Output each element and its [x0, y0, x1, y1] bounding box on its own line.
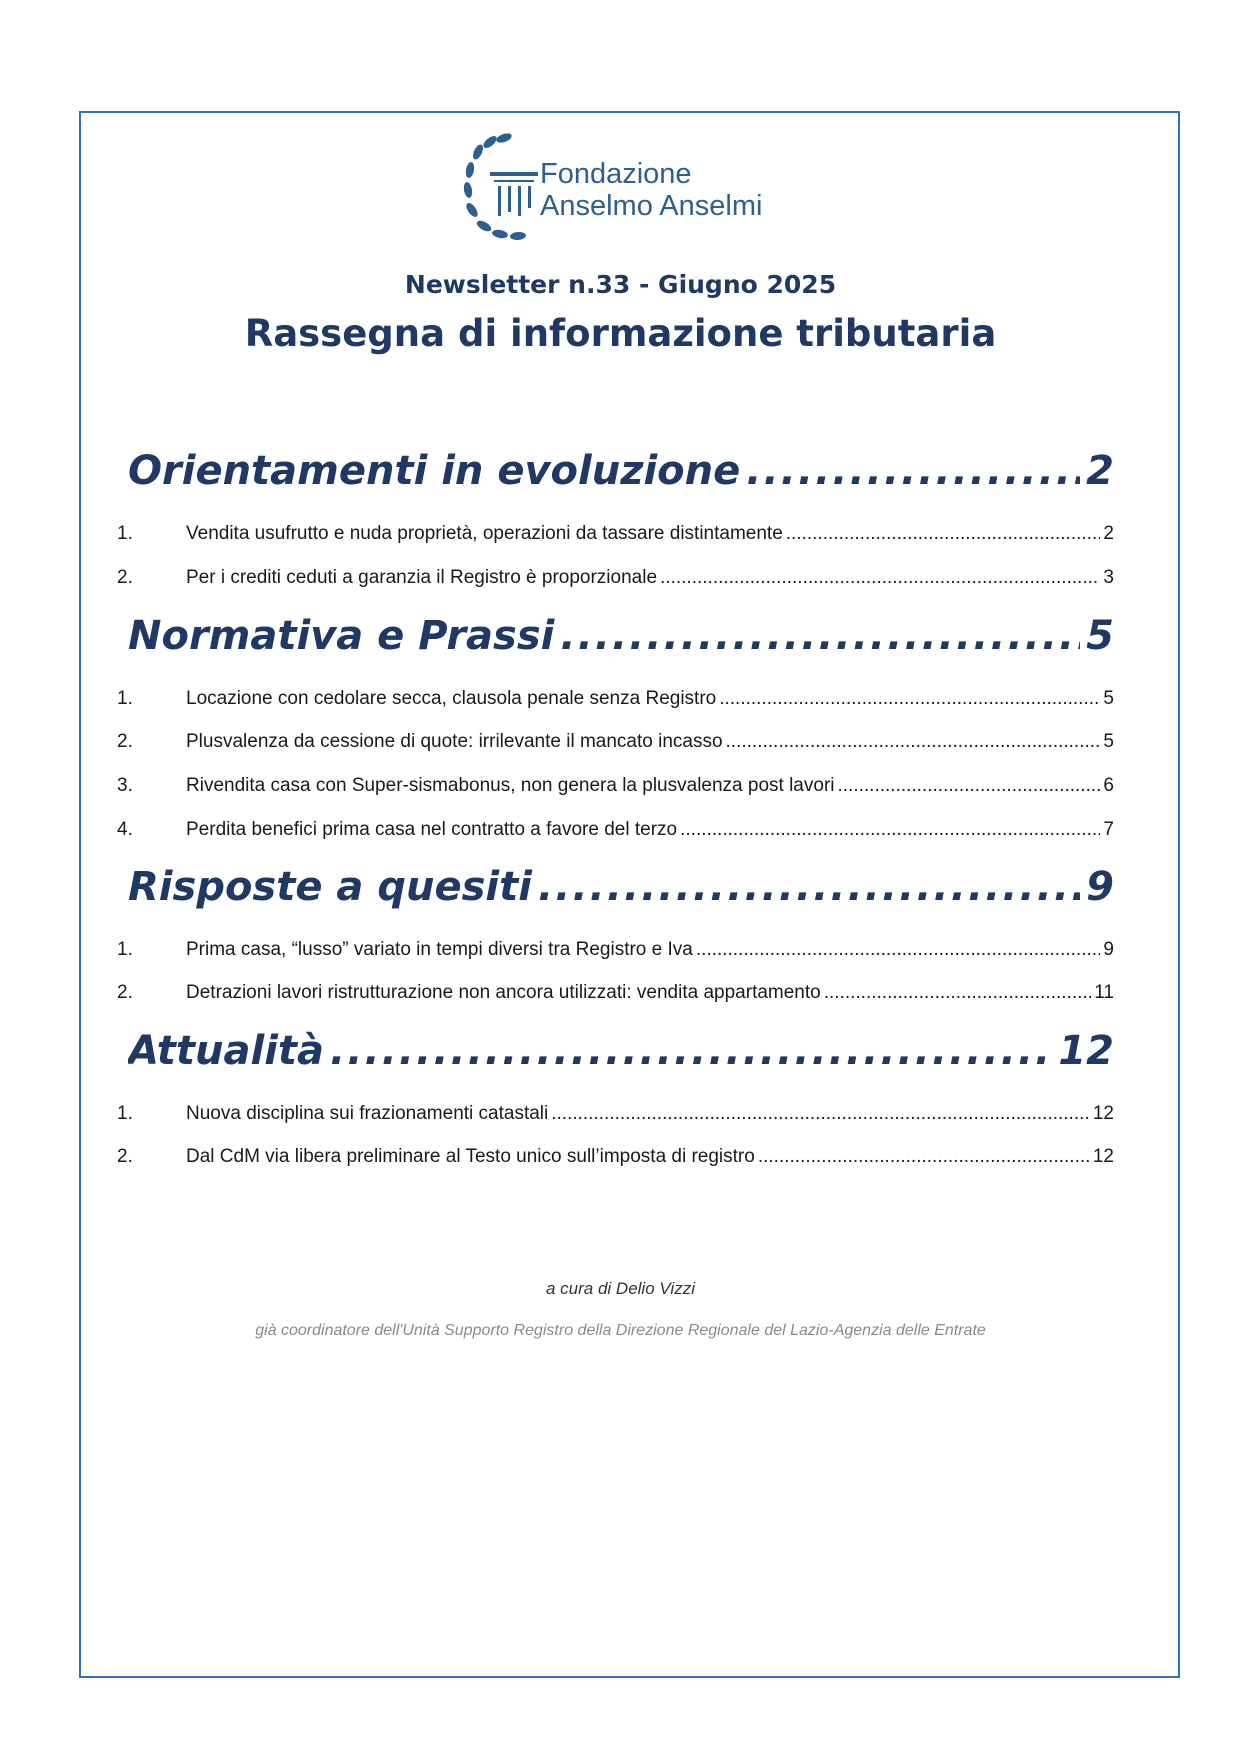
- section-page: 2: [1086, 448, 1114, 494]
- item-text: Plusvalenza da cessione di quote: irrilevante il mancato incasso: [186, 731, 723, 752]
- item-page: 7: [1103, 819, 1114, 840]
- item-number: 1.: [117, 1103, 133, 1124]
- item-number: 1.: [117, 688, 133, 709]
- newsletter-subtitle: Newsletter n.33 - Giugno 2025: [404, 270, 837, 299]
- section-title: Risposte a quesiti: [128, 864, 532, 910]
- item-page: 12: [1092, 1103, 1114, 1124]
- leader-dots: [560, 613, 1080, 659]
- leader-dots: [330, 1028, 1052, 1074]
- section-title: Attualità: [128, 1028, 325, 1074]
- item-text: Per i crediti ceduti a garanzia il Registro è proporzionale: [186, 567, 658, 588]
- toc-item[interactable]: [117, 939, 1114, 961]
- toc-item[interactable]: [117, 1146, 1114, 1168]
- section-title: Orientamenti in evoluzione: [128, 448, 741, 494]
- item-text: Rivendita casa con Super-sismabonus, non genera la plusvalenza post lavori: [186, 775, 835, 796]
- leader-dots: [660, 567, 1100, 589]
- leader-dots: [786, 523, 1101, 545]
- section-page: 5: [1086, 613, 1114, 659]
- toc-section[interactable]: [128, 613, 1114, 659]
- author-credit: a cura di Delio Vizzi: [546, 1279, 695, 1298]
- item-number: 2.: [117, 982, 133, 1003]
- laurel-column-icon: [460, 130, 540, 250]
- item-number: 2.: [117, 1146, 133, 1167]
- item-text: Dal CdM via libera preliminare al Testo unico sull’imposta di registro: [186, 1146, 755, 1167]
- leader-dots: [838, 775, 1101, 797]
- item-number: 2.: [117, 731, 133, 752]
- item-text: Vendita usufrutto e nuda proprietà, operazioni da tassare distintamente: [186, 523, 783, 544]
- item-number: 4.: [117, 819, 133, 840]
- leader-dots: [746, 448, 1080, 494]
- leader-dots: [719, 688, 1100, 710]
- toc-item[interactable]: [117, 731, 1114, 753]
- toc-item[interactable]: [117, 982, 1114, 1004]
- author-role: già coordinatore dell'Unità Supporto Registro della Direzione Regionale del Lazio-Agenzia delle Entrate: [255, 1322, 986, 1339]
- item-text: Detrazioni lavori ristrutturazione non ancora utilizzati: vendita appartamento: [186, 982, 821, 1003]
- section-page: 9: [1086, 864, 1114, 910]
- section-page: 12: [1058, 1028, 1114, 1074]
- toc-section[interactable]: [128, 448, 1114, 494]
- item-number: 2.: [117, 567, 133, 588]
- toc-item[interactable]: [117, 523, 1114, 545]
- leader-dots: [696, 939, 1101, 961]
- toc-item[interactable]: [117, 1103, 1114, 1125]
- foundation-logo: [460, 130, 820, 250]
- toc-item[interactable]: [117, 775, 1114, 797]
- toc-section[interactable]: [128, 1028, 1114, 1074]
- item-page: 2: [1103, 523, 1114, 544]
- leader-dots: [726, 731, 1101, 753]
- toc-item[interactable]: [117, 567, 1114, 589]
- item-page: 9: [1103, 939, 1114, 960]
- logo-line-2: Anselmo Anselmi: [540, 190, 763, 222]
- toc-item[interactable]: [117, 819, 1114, 841]
- item-page: 5: [1103, 731, 1114, 752]
- section-title: Normativa e Prassi: [128, 613, 555, 659]
- item-page: 6: [1103, 775, 1114, 796]
- leader-dots: [758, 1146, 1090, 1168]
- item-number: 3.: [117, 775, 133, 796]
- leader-dots: [824, 982, 1092, 1004]
- logo-line-1: Fondazione: [540, 158, 692, 190]
- item-page: 3: [1103, 567, 1114, 588]
- item-text: Perdita benefici prima casa nel contratto a favore del terzo: [186, 819, 678, 840]
- item-page: 12: [1092, 1146, 1114, 1167]
- item-page: 11: [1094, 982, 1114, 1003]
- toc-item[interactable]: [117, 688, 1114, 710]
- leader-dots: [680, 819, 1100, 841]
- item-number: 1.: [117, 939, 133, 960]
- item-number: 1.: [117, 523, 133, 544]
- leader-dots: [551, 1103, 1090, 1125]
- item-text: Nuova disciplina sui frazionamenti catastali: [186, 1103, 549, 1124]
- item-page: 5: [1103, 688, 1114, 709]
- page-title: Rassegna di informazione tributaria: [244, 312, 997, 355]
- item-text: Locazione con cedolare secca, clausola penale senza Registro: [186, 688, 717, 709]
- item-text: Prima casa, “lusso” variato in tempi diversi tra Registro e Iva: [186, 939, 693, 960]
- leader-dots: [538, 864, 1080, 910]
- toc-section[interactable]: [128, 864, 1114, 910]
